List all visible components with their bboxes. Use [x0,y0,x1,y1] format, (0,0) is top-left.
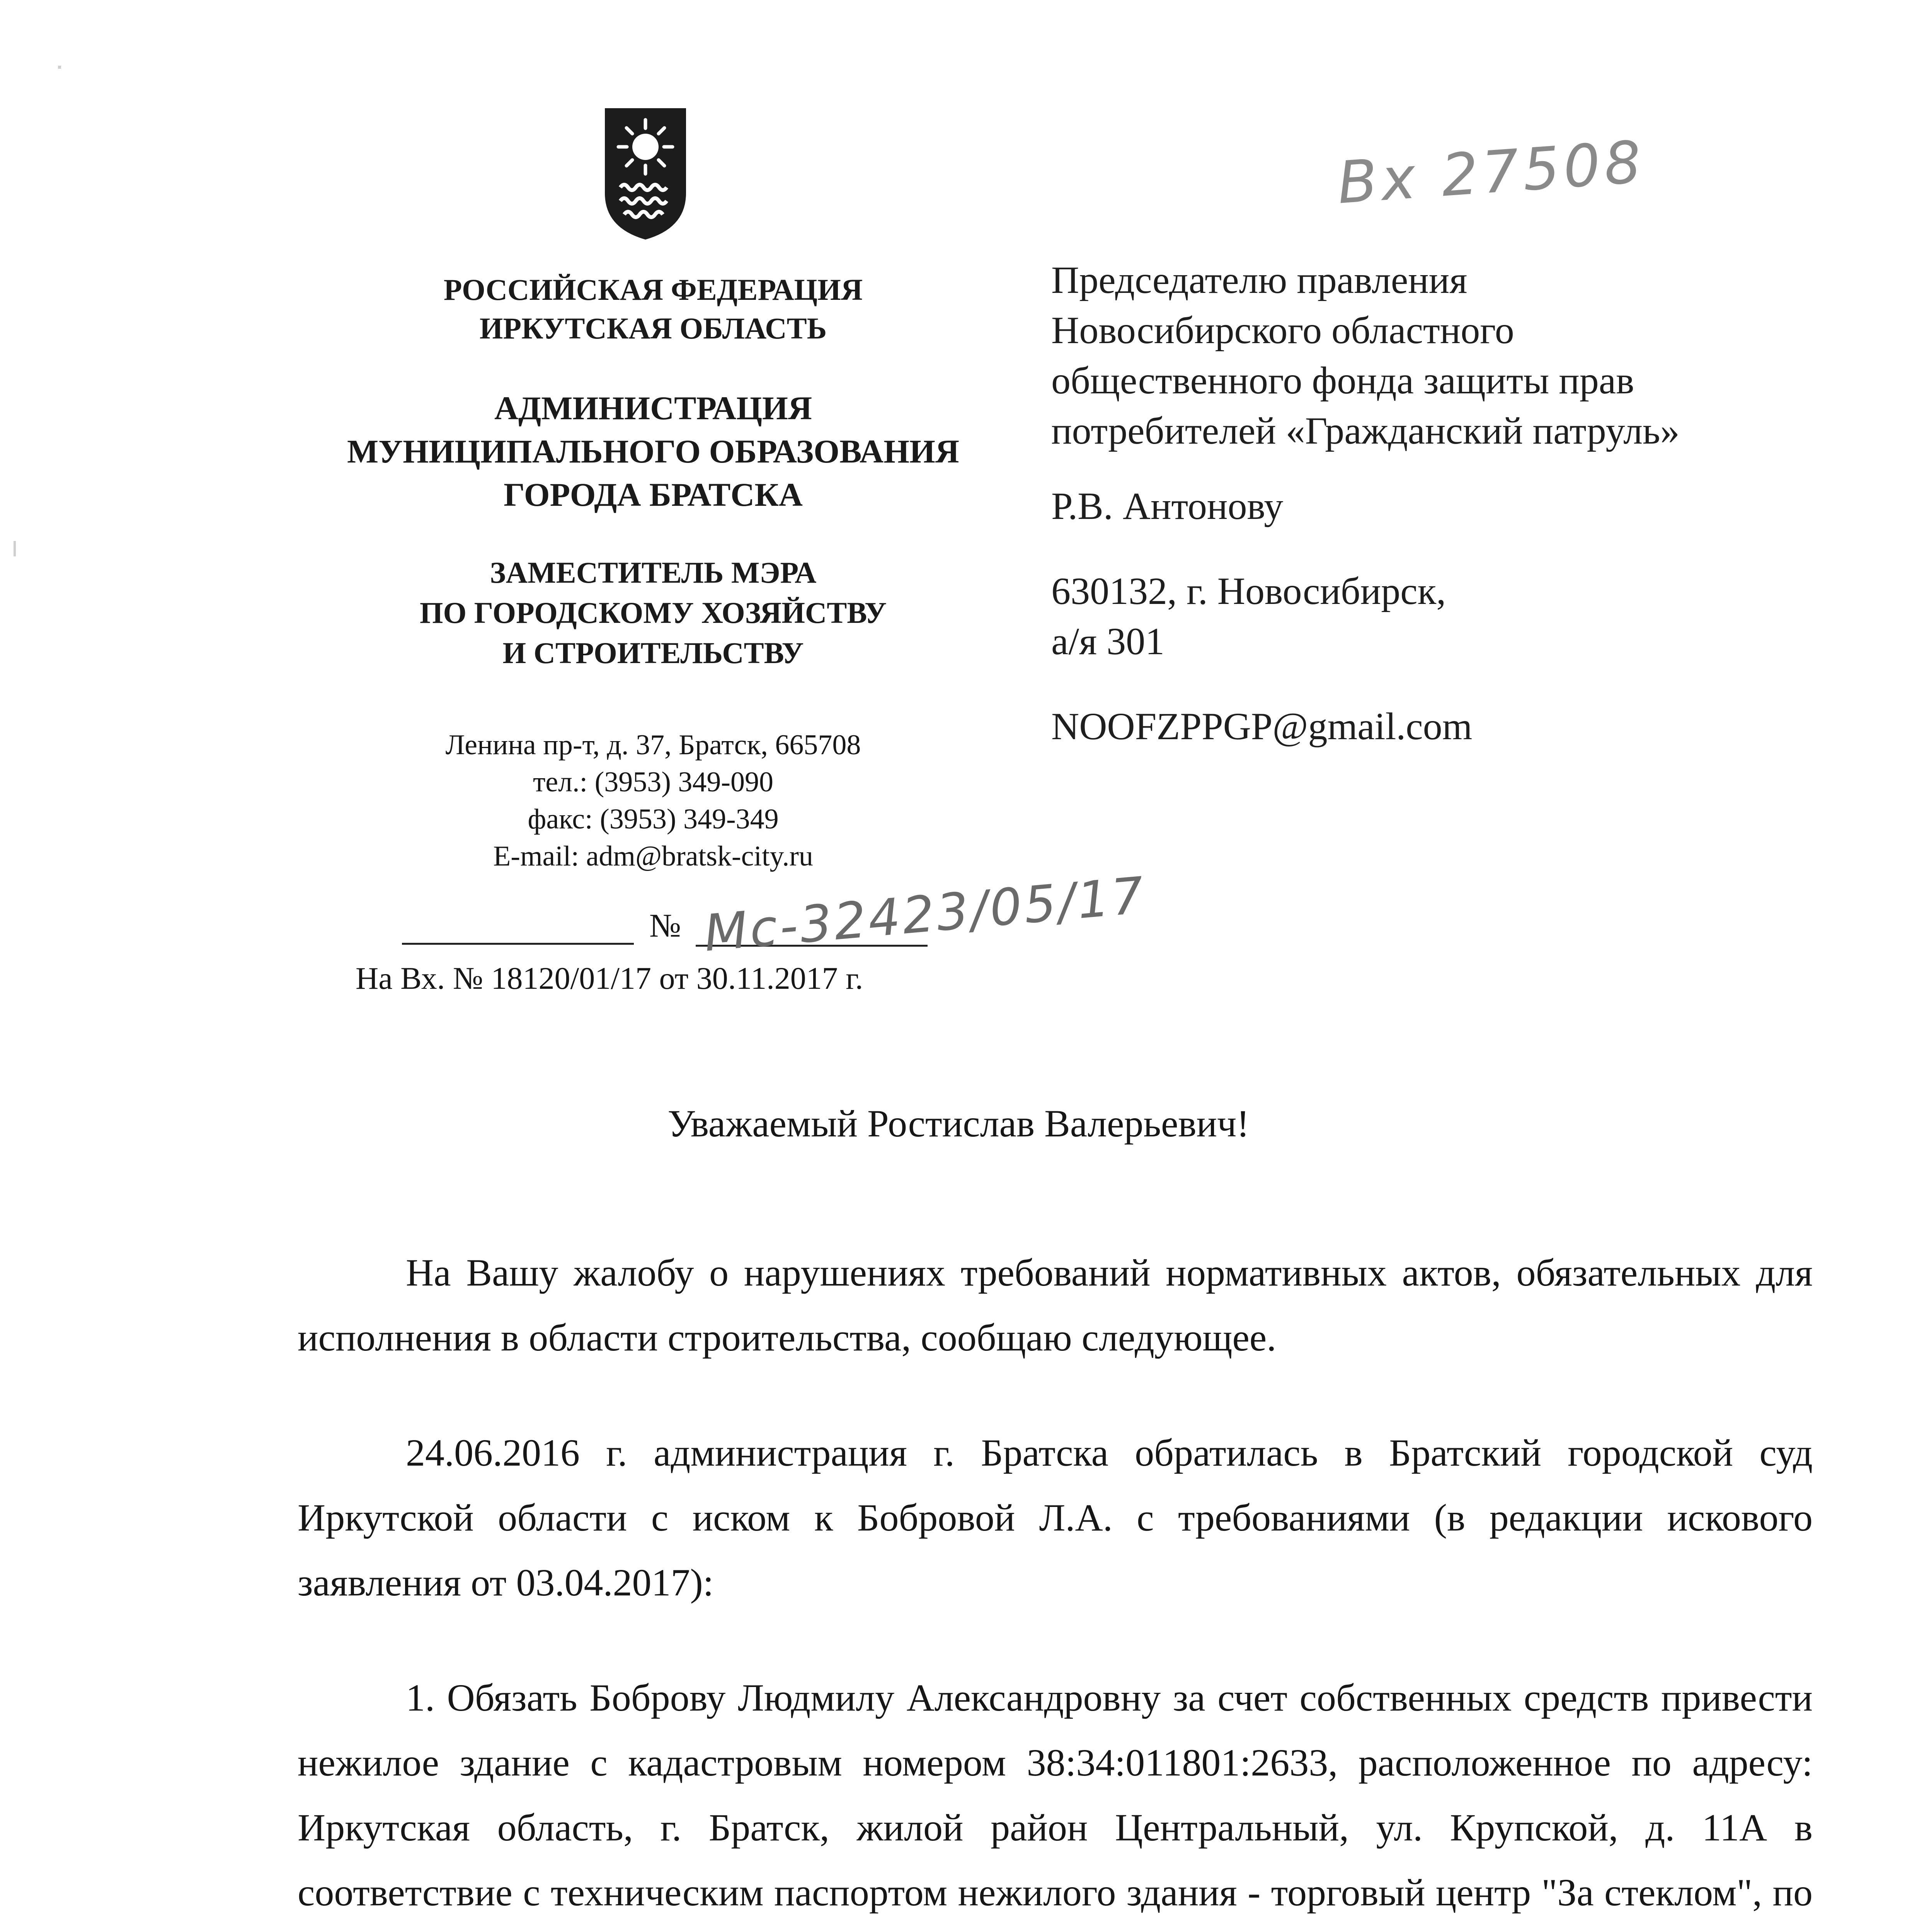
recipient-name: Р.В. Антонову [1051,485,1284,527]
recipient-block [1051,255,1863,752]
header-country-line: РОССИЙСКАЯ ФЕДЕРАЦИЯ [443,273,863,306]
body-paragraph: 1. Обязать Боброву Людмилу Александровну за счет собственных средств привести нежилое здание с кадастровым номером 38:34:011801:2633, расположенное по адресу: Иркутская область, г. Братск, жилой район Центральный, ул. Крупской, д. 11А в соответствие с техническим паспортом нежилого здания - торговый центр "За стеклом", по [298,1676,1813,1914]
header-position-line: И СТРОИТЕЛЬСТВУ [502,636,804,670]
scan-speck [14,541,16,556]
coat-of-arms-emblem [597,104,694,243]
recipient-title-line: Новосибирского областного [1051,309,1514,352]
header-administration-line: МУНИЦИПАЛЬНОГО ОБРАЗОВАНИЯ [347,433,960,470]
letter-body [298,1240,1813,1932]
greeting: Уважаемый Ростислав Валерьевич! [667,1102,1250,1145]
header-position-line: ЗАМЕСТИТЕЛЬ МЭРА [490,556,817,589]
recipient-title-line: общественного фонда защиты прав [1051,359,1634,402]
recipient-address-line: а/я 301 [1051,620,1165,663]
body-paragraph: На Вашу жалобу о нарушениях требований нормативных актов, обязательных для исполнения в области строительства, сообщаю следующее. [298,1251,1813,1359]
recipient-title-line: потребителей «Гражданский патруль» [1051,409,1680,452]
body-paragraph: 24.06.2016 г. администрация г. Братска обратилась в Братский городской суд Иркутской области с иском к Бобровой Л.А. с требованиями (в редакции искового заявления от 03.04.2017): [298,1431,1813,1604]
incoming-reference: На Вх. № 18120/01/17 от 30.11.2017 г. [356,961,863,996]
header-position-line: ПО ГОРОДСКОМУ ХОЗЯЙСТВУ [419,596,887,629]
header-position [363,553,943,673]
header-fax: факс: (3953) 349-349 [528,803,779,835]
recipient-email: NOOFZPPGP@gmail.com [1051,705,1473,748]
incoming-number-handwritten: Вх 27508 [1335,128,1647,217]
header-address: Ленина пр-т, д. 37, Братск, 665708 [445,729,861,761]
header-phone: тел.: (3953) 349-090 [533,766,774,798]
header-administration-line: ГОРОДА БРАТСКА [504,476,803,513]
registration-number-label: № [649,907,681,944]
header-administration [325,386,982,516]
header-region-line: ИРКУТСКАЯ ОБЛАСТЬ [479,311,827,345]
recipient-address-line: 630132, г. Новосибирск, [1051,570,1446,612]
header-contacts [363,726,943,875]
header-email: E-mail: adm@bratsk-city.ru [493,840,813,872]
header-country [402,270,904,348]
header-administration-line: АДМИНИСТРАЦИЯ [494,389,812,427]
scan-speck [58,66,61,69]
registration-date-blank [402,927,634,945]
registration-number-handwritten: Мс-32423/05/17 [701,866,1148,963]
recipient-title-line: Председателю правления [1051,259,1468,301]
